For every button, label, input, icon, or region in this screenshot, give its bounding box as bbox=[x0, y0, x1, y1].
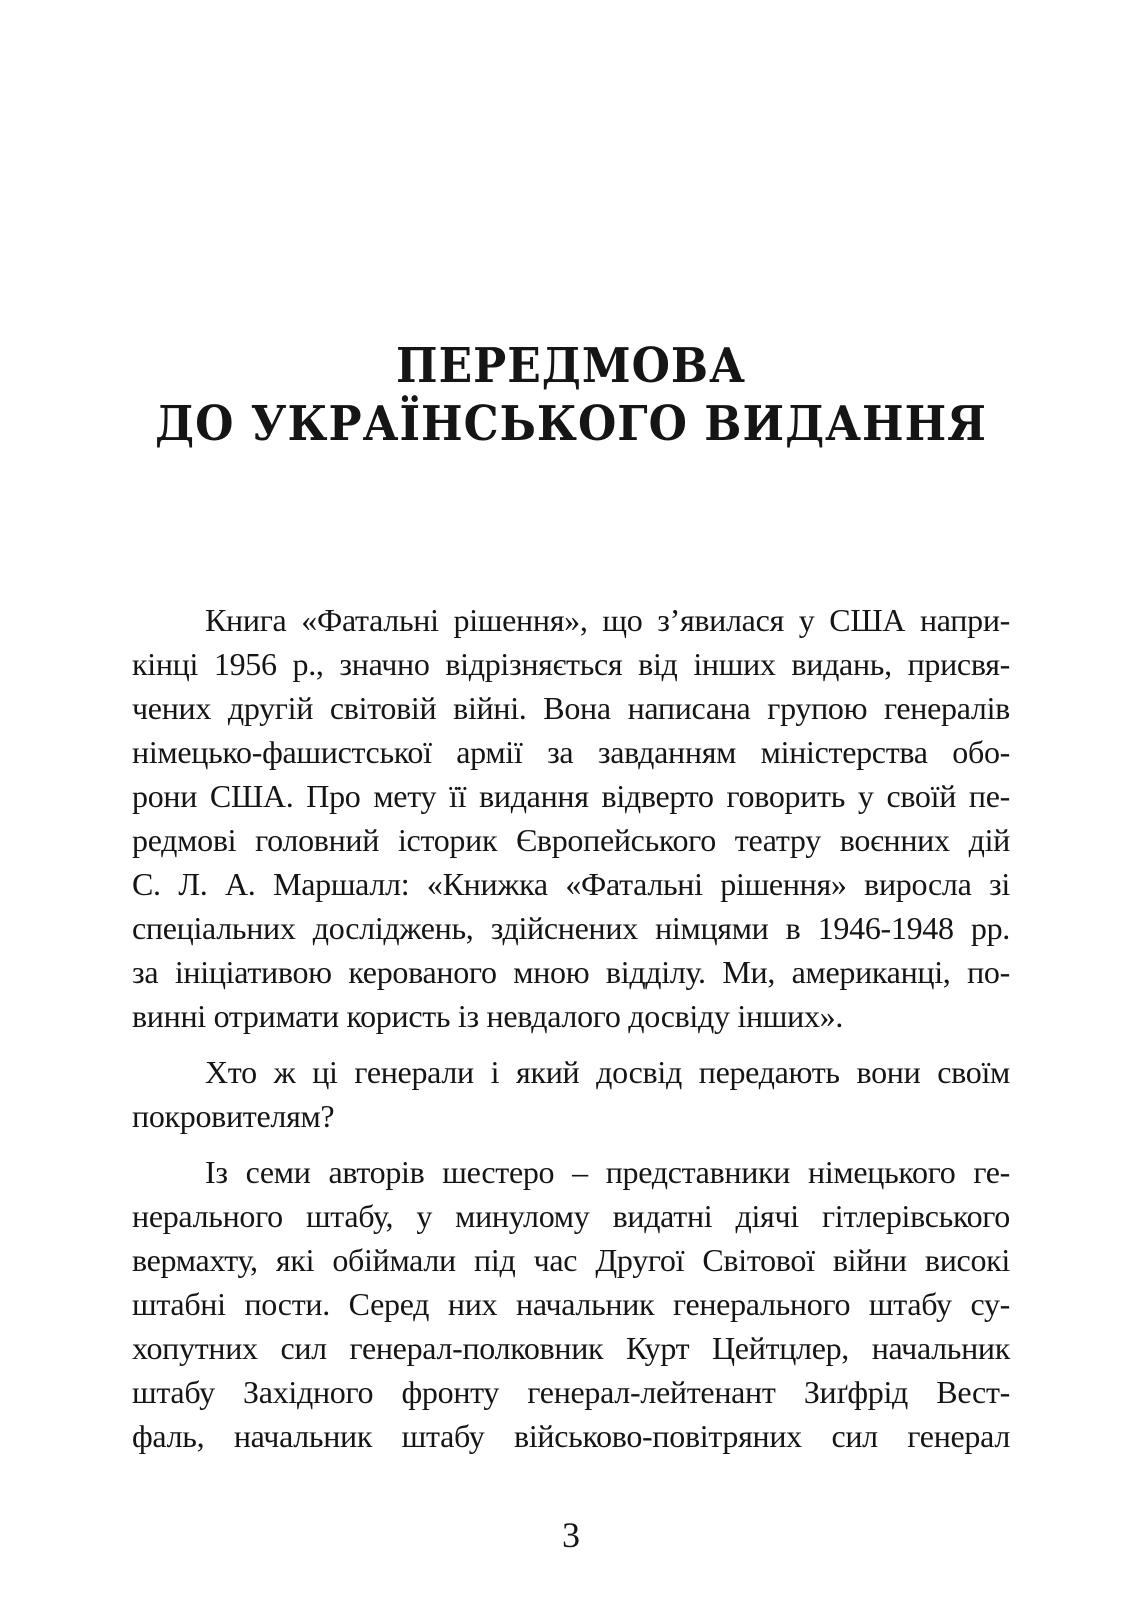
chapter-title-line-1: ПЕРЕДМОВА bbox=[396, 338, 746, 394]
text-line: штабні пости. Серед них начальник генерального штабу су- bbox=[132, 1286, 1010, 1322]
text-line: покровителям? bbox=[132, 1098, 335, 1134]
text-line: за ініціативою керованого мною відділу. Ми, американці, по- bbox=[132, 954, 1010, 990]
text-line: Книга «Фатальні рішення», що з’явилася у США напри- bbox=[205, 602, 1010, 638]
chapter-title bbox=[0, 338, 1142, 454]
paragraph bbox=[132, 1150, 1010, 1458]
text-line: С. Л. А. Маршалл: «Книжка «Фатальні рішення» виросла зі bbox=[132, 866, 1010, 902]
paragraph bbox=[132, 1050, 1010, 1138]
text-line: нерального штабу, у минулому видатні діячі гітлерівського bbox=[132, 1198, 1010, 1234]
text-line: редмові головний історик Європейського театру воєнних дій bbox=[132, 822, 1010, 858]
text-line: спеціальних досліджень, здійснених німцями в 1946-1948 рр. bbox=[132, 910, 1010, 946]
text-line: фаль, начальник штабу військово-повітряних сил генерал bbox=[132, 1418, 1010, 1454]
page-body bbox=[132, 598, 1010, 1458]
text-line: вермахту, які обіймали під час Другої Світової війни високі bbox=[132, 1242, 1010, 1278]
text-line: чених другій світовій війні. Вона написана групою генералів bbox=[132, 690, 1010, 726]
paragraph bbox=[132, 598, 1010, 1038]
page-number: 3 bbox=[562, 1515, 580, 1555]
text-line: Хто ж ці генерали і який досвід передають вони своїм bbox=[205, 1054, 1010, 1090]
text-line: рони США. Про мету її видання відверто говорить у своїй пе- bbox=[132, 778, 1010, 814]
chapter-title-line-2: ДО УКРАЇНСЬКОГО ВИДАННЯ bbox=[155, 396, 987, 452]
text-line: штабу Західного фронту генерал-лейтенант Зиґфрід Вест- bbox=[132, 1374, 1010, 1410]
text-line: винні отримати користь із невдалого досвіду інших». bbox=[132, 998, 844, 1034]
text-line: кінці 1956 р., значно відрізняється від інших видань, присвя- bbox=[132, 646, 1010, 682]
text-line: Із семи авторів шестеро – представники німецького ге- bbox=[205, 1154, 1010, 1190]
text-line: хопутних сил генерал-полковник Курт Цейтцлер, начальник bbox=[132, 1330, 1010, 1366]
text-line: німецько-фашистської армії за завданням міністерства обо- bbox=[132, 734, 1010, 770]
